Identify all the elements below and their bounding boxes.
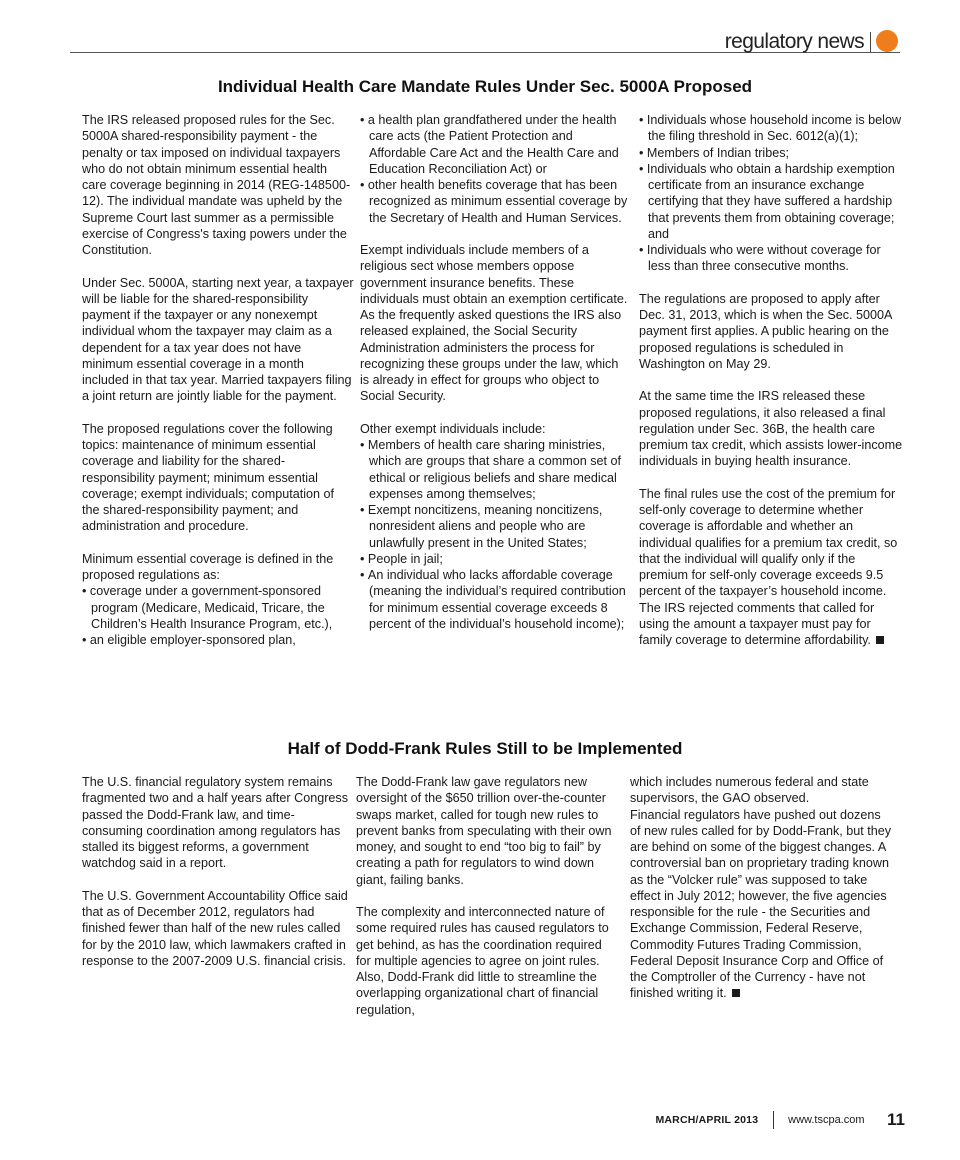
- website-link[interactable]: www.tscpa.com: [788, 1114, 865, 1126]
- paragraph: The Dodd-Frank law gave regulators new oversight of the $650 trillion over-the-counter swaps market, called for tough new rules to prevent banks from speculating with their own money, and sought to end “too big to fail” by creating a path for regulators to wind down giant, failing banks.: [356, 775, 612, 887]
- list-item: • People in jail;: [360, 551, 628, 567]
- list-item: • coverage under a government-sponsored program (Medicare, Medicaid, Tricare, the Children’s Health Insurance Program, etc.),: [82, 583, 354, 632]
- paragraph-final: [630, 807, 892, 1002]
- list-item: • An individual who lacks affordable coverage (meaning the individual’s required contribution for minimum essential coverage exceeds 8 percent of the individual’s household income);: [360, 567, 628, 632]
- article2-column-2: [356, 774, 618, 1034]
- list-item: • other health benefits coverage that has been recognized as minimum essential coverage by the Secretary of Health and Human Services.: [360, 177, 628, 226]
- footer-divider: [773, 1111, 774, 1129]
- issue-date: MARCH/APRIL 2013: [655, 1114, 759, 1126]
- article1-column-2: [360, 112, 628, 648]
- paragraph: The IRS released proposed rules for the Sec. 5000A shared-responsibility payment - the penalty or tax imposed on individual taxpayers who do not obtain minimum essential health care coverage beginning in 2014 (REG-148500-12). The individual mandate was upheld by the Supreme Court last summer as a permissible exercise of Congress's taxing powers under the Constitution.: [82, 113, 351, 257]
- paragraph: The U.S. financial regulatory system remains fragmented two and a half years after Congress passed the Dodd-Frank law, and time-consuming coordination among regulators has stalled its biggest reforms, a government watchdog said in a report.: [82, 775, 349, 871]
- end-mark-icon: [732, 989, 740, 997]
- paragraph: Other exempt individuals include:: [360, 421, 546, 436]
- article1-column-3: [639, 112, 903, 665]
- paragraph: Under Sec. 5000A, starting next year, a taxpayer will be liable for the shared-responsibility payment if the taxpayer or any nonexempt individual whom the taxpayer may claim as a dependent for a tax year does not have minimum essential coverage in a month included in that tax year. Married taxpayers filing a joint return are jointly liable for the payment.: [82, 275, 354, 404]
- end-mark-icon: [876, 636, 884, 644]
- exempt-individuals-list: [360, 437, 628, 632]
- article-title-health-care-mandate: Individual Health Care Mandate Rules Under Sec. 5000A Proposed: [217, 77, 753, 96]
- paragraph: The complexity and interconnected nature of some required rules has caused regulators to get behind, as has the coordination required for multiple agencies to agree on joint rules. Also, Dodd-Frank did little to streamline the overlapping organizational chart of financial regulation,: [356, 905, 609, 1017]
- article2-column-1: [82, 774, 352, 985]
- section-header: [70, 24, 900, 53]
- list-item: • Individuals who were without coverage for less than three consecutive months.: [639, 242, 903, 275]
- header-divider: [870, 32, 871, 52]
- section-label: regulatory news: [724, 30, 864, 53]
- orange-dot-icon: [876, 30, 898, 52]
- exempt-individuals-list-continued: [639, 112, 903, 275]
- paragraph: Minimum essential coverage is defined in the proposed regulations as:: [82, 551, 334, 582]
- page-number: 11: [887, 1110, 905, 1129]
- list-item: • a health plan grandfathered under the health care acts (the Patient Protection and Affordable Care Act and the Health Care and Education Reconciliation Act) or: [360, 112, 628, 177]
- paragraph: The proposed regulations cover the following topics: maintenance of minimum essential coverage and liability for the shared-responsibility payment; minimum essential coverage; exempt individuals; computation of the shared-responsibility payment; and administration and procedure.: [82, 421, 335, 534]
- paragraph-text: Financial regulators have pushed out dozens of new rules called for by Dodd-Frank, but they are behind on some of the biggest changes. A controversial ban on proprietary trading known as the “Volcker rule” was supposed to take effect in July 2012; however, the five agencies responsible for the rule - the Securities and Exchange Commission, Federal Reserve, Commodity Futures Trading Commission, Federal Deposit Insurance Corp and Office of the Comptroller of the Currency - have not finished writing it.: [630, 807, 892, 1001]
- paragraph: At the same time the IRS released these proposed regulations, it also released a final regulation under Sec. 36B, the health care premium tax credit, which assists lower-income individuals in buying health insurance.: [639, 389, 903, 469]
- list-item: • an eligible employer-sponsored plan,: [82, 632, 354, 648]
- page-footer: [655, 1110, 905, 1132]
- article1-column-1: [82, 112, 354, 665]
- paragraph: Exempt individuals include members of a religious sect whose members oppose government insurance benefits. These individuals must obtain an exemption certificate. As the frequently asked questions the IRS also released explained, the Social Security Administration administers the process for recognizing these groups under the law, which is already in effect for groups who object to Social Security.: [360, 243, 628, 404]
- paragraph-text: The final rules use the cost of the premium for self-only coverage to determine whether coverage is affordable and whether an individual qualifies for a premium tax credit, so that the individual will qualify only if the premium for self-only coverage exceeds 9.5 percent of the taxpayer’s household income. The IRS rejected comments that called for using the amount a taxpayer must pay for family coverage to determine affordability.: [639, 486, 898, 647]
- paragraph: which includes numerous federal and state supervisors, the GAO observed.: [630, 775, 869, 806]
- paragraph-final: [639, 486, 903, 649]
- list-item: • Members of health care sharing ministries, which are groups that share a common set of ethical or religious beliefs and share medical expenses among themselves;: [360, 437, 628, 502]
- list-item: • Exempt noncitizens, meaning noncitizens, nonresident aliens and people who are unlawfully present in the United States;: [360, 502, 628, 551]
- coverage-list: [82, 583, 354, 648]
- article-title-dodd-frank: Half of Dodd-Frank Rules Still to be Implemented: [287, 739, 683, 758]
- paragraph: The regulations are proposed to apply after Dec. 31, 2013, which is when the Sec. 5000A payment first applies. A public hearing on the proposed regulations is scheduled in Washington on May 29.: [639, 291, 892, 371]
- coverage-list-continued: [360, 112, 628, 226]
- list-item: • Individuals whose household income is below the filing threshold in Sec. 6012(a)(1);: [639, 112, 903, 145]
- list-item: • Individuals who obtain a hardship exemption certificate from an insurance exchange certifying that they have suffered a hardship that prevents them from obtaining coverage; and: [639, 161, 903, 242]
- list-item: • Members of Indian tribes;: [639, 145, 903, 161]
- paragraph: The U.S. Government Accountability Office said that as of December 2012, regulators had finished fewer than half of the new rules called for by the 2010 law, which lawmakers crafted in response to the 2007-2009 U.S. financial crisis.: [82, 888, 348, 968]
- article2-column-3: [630, 774, 892, 1018]
